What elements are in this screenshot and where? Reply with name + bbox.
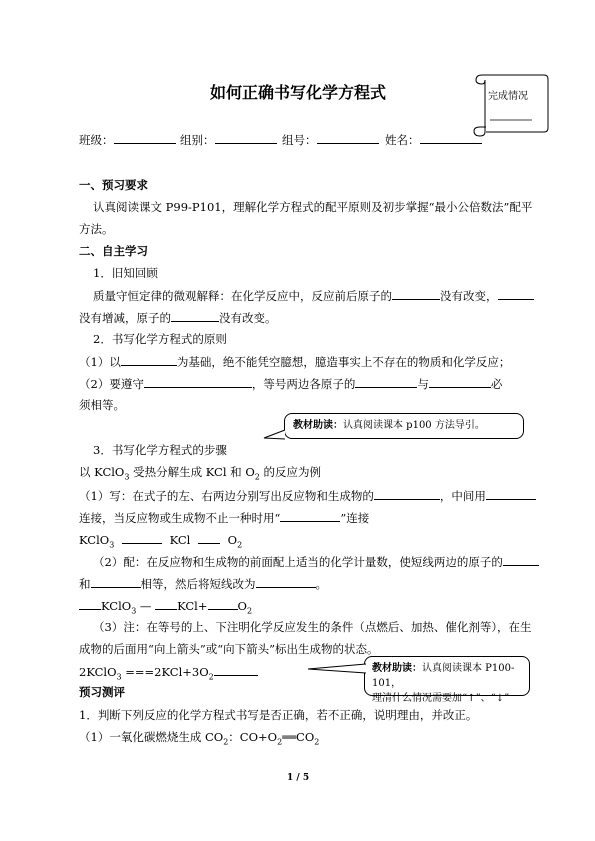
item1-text-c: 没有增减，原子的: [79, 311, 171, 325]
status-box-label: 完成情况: [488, 91, 528, 102]
intro-sub2: 2: [254, 472, 260, 482]
blank[interactable]: [429, 375, 491, 388]
blank[interactable]: [256, 575, 316, 588]
equation-3: [79, 663, 258, 680]
eq3-a: 2KClO: [79, 665, 117, 679]
item2-p2: [79, 375, 502, 392]
item2-p2-text-d: 必: [490, 377, 503, 391]
intro-b: 受热分解生成 KCl 和 O: [129, 465, 255, 479]
section3-heading: 预习测评: [79, 685, 125, 699]
q1-1-c: ══CO: [282, 730, 315, 744]
eq1-sub2: 2: [237, 540, 243, 550]
step1-line2: [79, 509, 369, 526]
class-label: 班级：: [79, 133, 114, 147]
blank[interactable]: [214, 663, 258, 676]
q1-1-sub3: 2: [314, 737, 320, 747]
blank[interactable]: [79, 597, 101, 610]
blank[interactable]: [144, 375, 252, 388]
step2-text-d: 。: [315, 577, 327, 591]
class-blank[interactable]: [114, 131, 176, 144]
item2-p2-text-a: （2）要遵守: [79, 377, 144, 391]
item2-title: 2．书写化学方程式的原则: [93, 332, 227, 346]
section1-line2: 方法。: [79, 222, 114, 236]
class-field: [79, 131, 176, 148]
blank[interactable]: [155, 597, 177, 610]
step1-text-a: （1）写：在式子的左、右两边分别写出反应物和生成物的: [79, 489, 374, 503]
name-field: [385, 131, 482, 148]
eq3-sub: 3: [116, 672, 122, 682]
question-1-1: [79, 729, 319, 745]
step1-text-d: ”连接: [340, 511, 370, 525]
item1-text-a: 质量守恒定律的微观解释：在化学反应中，反应前后原子的: [93, 289, 392, 303]
tip1-text: 认真阅读课本 p100 方法导引。: [343, 420, 485, 431]
step2-text-a: （2）配：在反应物和生成物的前面配上适当的化学计量数，使短线两边的原子的: [93, 555, 503, 569]
page-number: 1 / 5: [287, 773, 310, 783]
blank[interactable]: [392, 287, 440, 300]
eq2-c: O: [237, 599, 247, 613]
group-no-label: 组号：: [282, 133, 317, 147]
item1-title: 1．旧知回顾: [93, 266, 158, 280]
step3-line1: （3）注：在等号的上、下注明化学反应发生的条件（点燃后、加热、催化剂等），在生: [93, 620, 532, 634]
step1-text-c: 连接，当反应物或生成物不止一种时用“: [79, 511, 281, 525]
equation-2: [79, 597, 252, 614]
group-blank[interactable]: [215, 131, 277, 144]
blank[interactable]: [91, 575, 141, 588]
item2-p1-text-a: （1）以: [79, 355, 121, 369]
eq2-sub2: 2: [246, 606, 253, 616]
group-field: [180, 131, 277, 148]
item2-p2-line2: 须相等。: [79, 398, 125, 412]
tip2-text1: 认真阅读课本 P100-101，: [372, 663, 515, 689]
name-blank[interactable]: [420, 131, 482, 144]
group-no-field: [282, 131, 379, 148]
tip2-text2: 理清什么情况需要加“↑”、“↓”: [372, 693, 510, 704]
item3-title: 3．书写化学方程式的步骤: [93, 443, 227, 457]
step3-line2: 成物的后面用“向上箭头”或“向下箭头”标出生成物的状态。: [79, 642, 379, 656]
tip1-pointer-icon: [262, 428, 288, 442]
step2-line2: [79, 575, 327, 592]
section2-heading: 二、自主学习: [79, 244, 148, 258]
eq1-a: KClO: [79, 533, 110, 547]
intro-sub1: 3: [124, 472, 130, 482]
completion-status-box: [468, 70, 550, 138]
tip-bubble-2: [364, 656, 530, 704]
tip-bubble-1: [284, 413, 524, 439]
q1-1-a: （1）一氧化碳燃烧生成 CO: [79, 730, 224, 744]
eq3-sub2: 2: [208, 672, 214, 682]
section1-heading: 一、预习要求: [79, 178, 148, 192]
item1-text-b: 没有改变，: [440, 289, 498, 303]
page-title: 如何正确书写化学方程式: [210, 83, 387, 102]
group-label: 组别：: [180, 133, 215, 147]
tip2-pointer-icon: [306, 661, 368, 675]
question-1: 1．判断下列反应的化学方程式书写是否正确，若不正确，说明理由，并改正。: [79, 708, 478, 722]
step1-line1: [79, 487, 536, 504]
eq1-c: O: [227, 533, 238, 547]
q1-1-sub2: 2: [277, 737, 283, 747]
intro-c: 的反应为例: [259, 465, 321, 479]
item1-text-d: 没有改变。: [219, 311, 277, 325]
eq2-b: KCl+: [177, 599, 208, 613]
section1-line1: 认真阅读课文 P99-P101，理解化学方程式的配平原则及初步掌握“最小公倍数法”配平: [93, 200, 533, 214]
blank[interactable]: [355, 375, 417, 388]
tip2-label: 教材助读：: [372, 663, 422, 674]
item2-p1: [79, 353, 510, 370]
group-no-blank[interactable]: [317, 131, 379, 144]
eq2-a: KClO: [101, 599, 132, 613]
step2-text-c: 相等，然后将短线改为: [140, 577, 256, 591]
eq1-sub: 3: [109, 540, 115, 550]
step1-text-b: ，中间用: [439, 489, 486, 503]
blank[interactable]: [374, 487, 440, 500]
q1-1-b: ：CO+O: [228, 730, 278, 744]
q1-1-sub: 2: [223, 737, 229, 747]
eq2-dash: —: [136, 599, 156, 613]
blank[interactable]: [208, 597, 238, 610]
item1-line1: [93, 287, 534, 304]
item2-p1-text-b: 为基础，绝不能凭空臆想，臆造事实上不存在的物质和化学反应；: [176, 355, 511, 369]
item2-p2-text-b: ，等号两边各原子的: [251, 377, 356, 391]
blank[interactable]: [486, 487, 536, 500]
blank[interactable]: [280, 509, 340, 522]
equation-1: [79, 531, 242, 548]
eq3-b: ===2KCl+3O: [121, 665, 209, 679]
blank[interactable]: [503, 553, 539, 566]
eq2-sub: 3: [131, 606, 137, 616]
blank[interactable]: [122, 531, 162, 544]
intro-a: 以 KClO: [79, 465, 125, 479]
scroll-frame-icon: [468, 70, 550, 138]
item2-p2-text-c: 与: [417, 377, 429, 391]
blank[interactable]: [171, 309, 219, 322]
step2-line1: [93, 553, 539, 570]
blank[interactable]: [498, 287, 534, 300]
item1-line2: [79, 309, 277, 326]
tip1-label: 教材助读：: [293, 420, 343, 431]
name-label: 姓名：: [385, 133, 420, 147]
blank[interactable]: [121, 353, 177, 366]
step2-text-b: 和: [79, 577, 91, 591]
item3-intro: [79, 464, 321, 480]
blank[interactable]: [198, 531, 220, 544]
eq1-b: KCl: [169, 533, 191, 547]
